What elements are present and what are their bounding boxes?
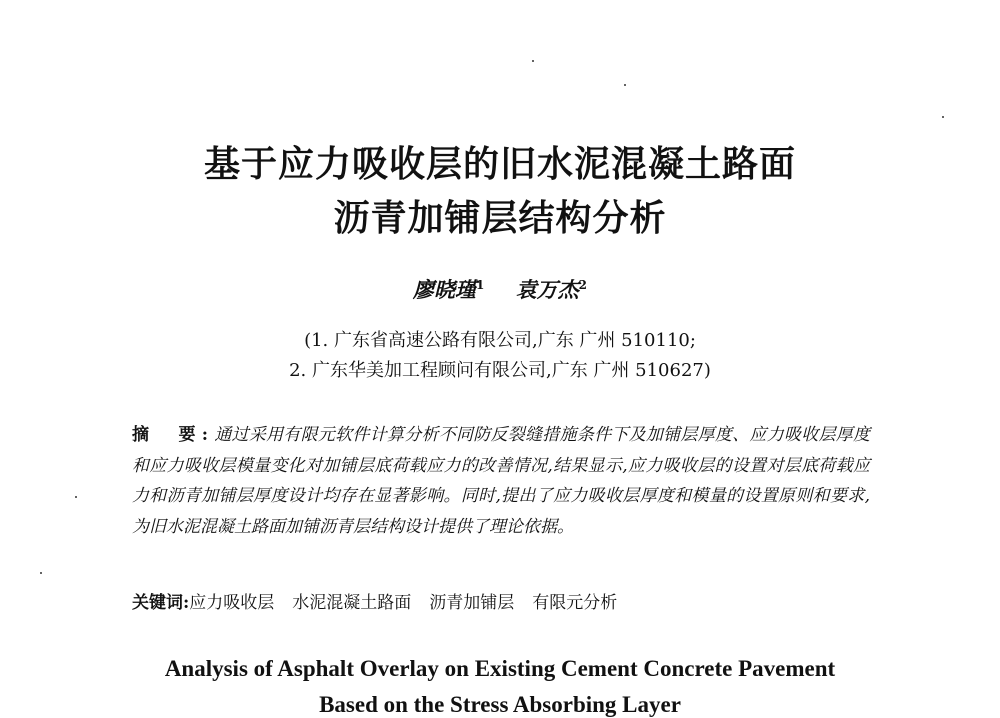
keyword-3: 沥青加铺层 [429, 593, 515, 613]
author-2 [516, 277, 587, 302]
chinese-title-line-2: 沥青加铺层结构分析 [333, 197, 667, 239]
author-1-name: 廖晓瑾 [412, 277, 476, 302]
author-1 [413, 277, 484, 302]
english-title-line-1: Analysis of Asphalt Overlay on Existing Cement Concrete Pavement [164, 656, 836, 681]
author-2-affiliation-mark: 2 [578, 278, 588, 292]
scan-speck [532, 60, 534, 62]
author-2-name: 袁万杰 [515, 277, 579, 302]
english-title-line-2: Based on the Stress Absorbing Layer [319, 692, 681, 717]
author-list [0, 274, 1000, 304]
keyword-2: 水泥混凝土路面 [292, 593, 412, 613]
scan-speck [40, 572, 42, 574]
scan-speck [942, 116, 944, 118]
keywords-label: 关键词: [132, 593, 190, 613]
keywords [132, 588, 870, 613]
chinese-title-line-1: 基于应力吸收层的旧水泥混凝土路面 [203, 143, 796, 185]
affiliation-2: 2. 广东华美加工程顾问有限公司,广东 广州 510627) [289, 360, 711, 381]
abstract-text: 通过采用有限元软件计算分析不同防反裂缝措施条件下及加铺层厚度、应力吸收层厚度和应力吸收层模量变化对加铺层底荷载应力的改善情况,结果显示,应力吸收层的设置对层底荷载应力和沥青加铺层厚度设计均存在显著影响。同时,提出了应力吸收层厚度和模量的设置原则和要求,为旧水泥混凝土路面加铺沥青层结构设计提供了理论依据。 [132, 425, 870, 537]
scan-speck [75, 496, 77, 498]
abstract [132, 420, 870, 542]
keyword-4: 有限元分析 [532, 593, 618, 613]
author-1-affiliation-mark: 1 [475, 278, 485, 292]
keyword-1: 应力吸收层 [189, 593, 275, 613]
affiliation-1: (1. 广东省高速公路有限公司,广东 广州 510110; [304, 330, 696, 351]
abstract-label: 摘 要: [132, 425, 215, 445]
scan-speck [624, 84, 626, 86]
